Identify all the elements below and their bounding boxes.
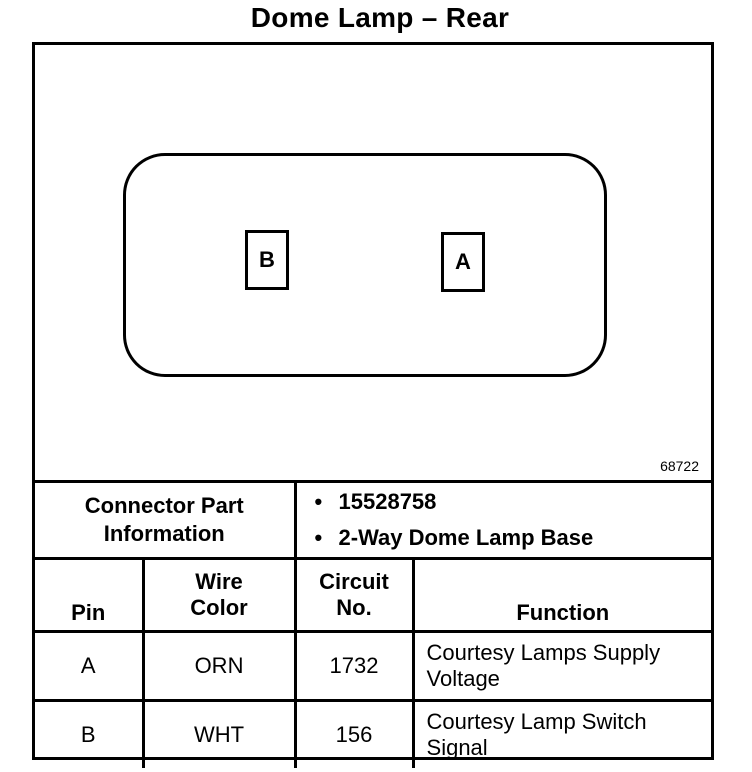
- function-cell: [413, 632, 711, 701]
- function-cell: [413, 701, 711, 769]
- connector-table: [35, 480, 711, 768]
- table-row: [35, 632, 711, 701]
- header-function: [413, 559, 711, 632]
- function-line1: Courtesy Lamps Supply: [426, 640, 661, 665]
- header-pin: [35, 559, 143, 632]
- connector-info-row: [35, 482, 711, 559]
- table-row: [35, 701, 711, 769]
- pin-cell: B: [35, 701, 143, 769]
- circuit-cell: 1732: [295, 632, 413, 701]
- connector-diagram: [35, 45, 711, 480]
- part-number: • 15528758: [339, 484, 712, 520]
- part-description: • 2-Way Dome Lamp Base: [339, 520, 712, 556]
- connector-info-label-line2: Information: [103, 521, 225, 546]
- header-wire-line2: Color: [190, 595, 248, 620]
- header-wire-color: [143, 559, 295, 632]
- header-circuit-no: [295, 559, 413, 632]
- wire-color-cell: ORN: [143, 632, 295, 701]
- connector-info-label-line1: Connector Part: [84, 493, 244, 518]
- header-circuit-line2: No.: [336, 595, 372, 620]
- function-line2: Signal: [426, 735, 488, 760]
- connector-info-values: [295, 482, 711, 559]
- table-header-row: [35, 559, 711, 632]
- diagram-title: Dome Lamp – Rear: [250, 2, 510, 33]
- circuit-cell: 156: [295, 701, 413, 769]
- connector-frame: [32, 42, 714, 760]
- pin-cavity-a: A: [441, 232, 485, 292]
- pin-cavity-b: B: [245, 230, 289, 290]
- connector-body: [123, 153, 607, 377]
- function-line2: Voltage: [426, 666, 500, 691]
- header-pin-label: Pin: [71, 600, 106, 625]
- connector-info-label: [35, 482, 295, 559]
- function-line1: Courtesy Lamp Switch: [426, 709, 647, 734]
- figure-number: 68722: [660, 458, 699, 474]
- wire-color-cell: WHT: [143, 701, 295, 769]
- pin-cell: A: [35, 632, 143, 701]
- header-wire-line1: Wire: [195, 569, 243, 594]
- header-circuit-line1: Circuit: [319, 569, 389, 594]
- header-function-label: Function: [516, 600, 610, 625]
